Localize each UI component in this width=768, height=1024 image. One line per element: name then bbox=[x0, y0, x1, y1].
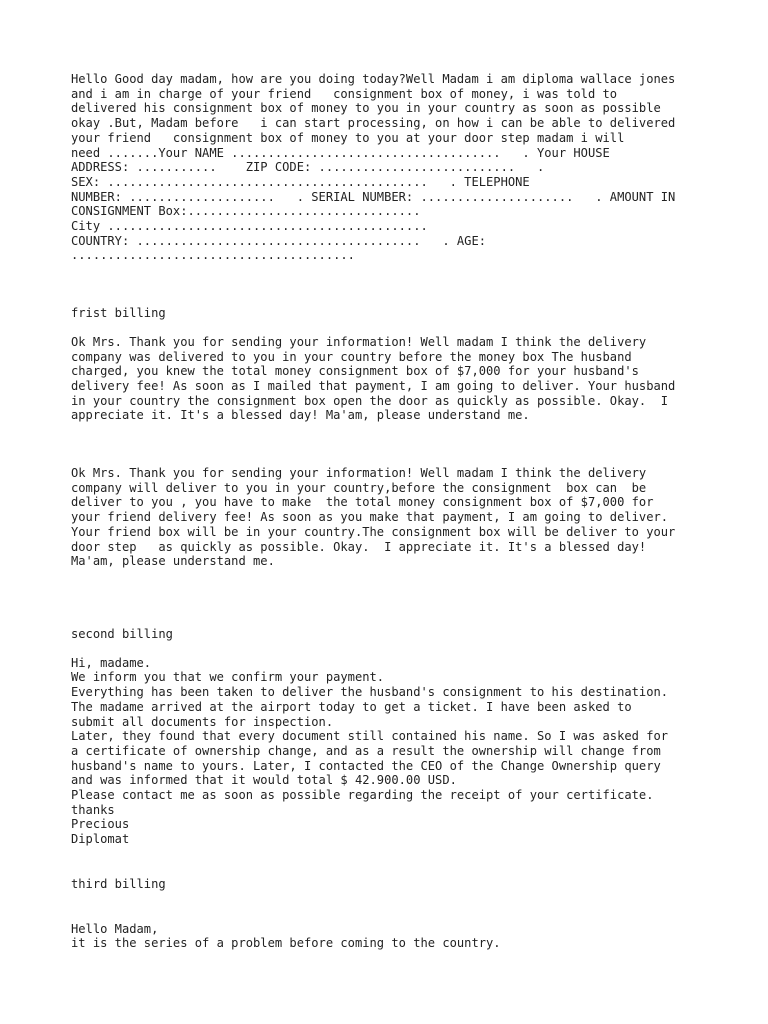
first-billing-message-b: Ok Mrs. Thank you for sending your information! Well madam I think the delivery company will deliver to you in your country,before the consignment box can be deliver to you , you have to make the total money consignment box of $7,000 for your friend delivery fee! As soon as you make that payment, I am going to deliver. Your friend box will be in your country.The consignment box will be deliver to your door step as quickly as possible. Okay. I appreciate it. It's a blessed day! Ma'am, please understand me. bbox=[71, 466, 676, 569]
second-billing-message: Hi, madame. We inform you that we confirm your payment. Everything has been taken to deliver the husband's consignment to his destination. The madame arrived at the airport today to get a ticket. I have been asked to submit all documents for inspection. Later, they found that every document still contained his name. So I was asked for a certificate of ownership change, and as a result the ownership will change from husband's name to yours. Later, I contacted the CEO of the Change Ownership query and was informed that it would total $ 42.900.00 USD. Please contact me as soon as possible regarding the receipt of your certificate. thanks Precious Diplomat bbox=[71, 655, 669, 847]
first-billing-message-a: Ok Mrs. Thank you for sending your information! Well madam I think the delivery company was delivered to you in your country before the money box The husband charged, you knew the total money consignment box of $7,000 for your husband's delivery fee! As soon as I mailed that payment, I am going to deliver. Your husband in your country the consignment box open the door as quickly as possible. Okay. I appreciate it. It's a blessed day! Ma'am, please understand me. bbox=[71, 334, 676, 423]
first-billing-heading: frist billing bbox=[71, 306, 166, 321]
intro-paragraph: Hello Good day madam, how are you doing today?Well Madam i am diploma wallace jones and i am in charge of your friend consignment box of money, i was told to delivered his consignment box of money to you in your country as soon as possible okay .But, Madam before i can start processing, on how i can be able to delivered your friend consignment box of money to you at your door step madam i will need .......Your NAME ..................................... . Your HOUSE ADDRESS: ........... ZIP CODE: ........................... . SEX: ............................................ . TELEPHONE NUMBER: .................... . SERIAL NUMBER: ..................... . AMOUNT IN CONSIGNMENT Box:................................ City ............................................ COUNTRY: ....................................... . AGE: ....................................... bbox=[71, 72, 676, 263]
third-billing-heading: third billing bbox=[71, 876, 166, 891]
third-billing-message: Hello Madam, it is the series of a problem before coming to the country. bbox=[71, 921, 501, 951]
document-page bbox=[71, 72, 711, 951]
second-billing-heading: second billing bbox=[71, 626, 173, 641]
